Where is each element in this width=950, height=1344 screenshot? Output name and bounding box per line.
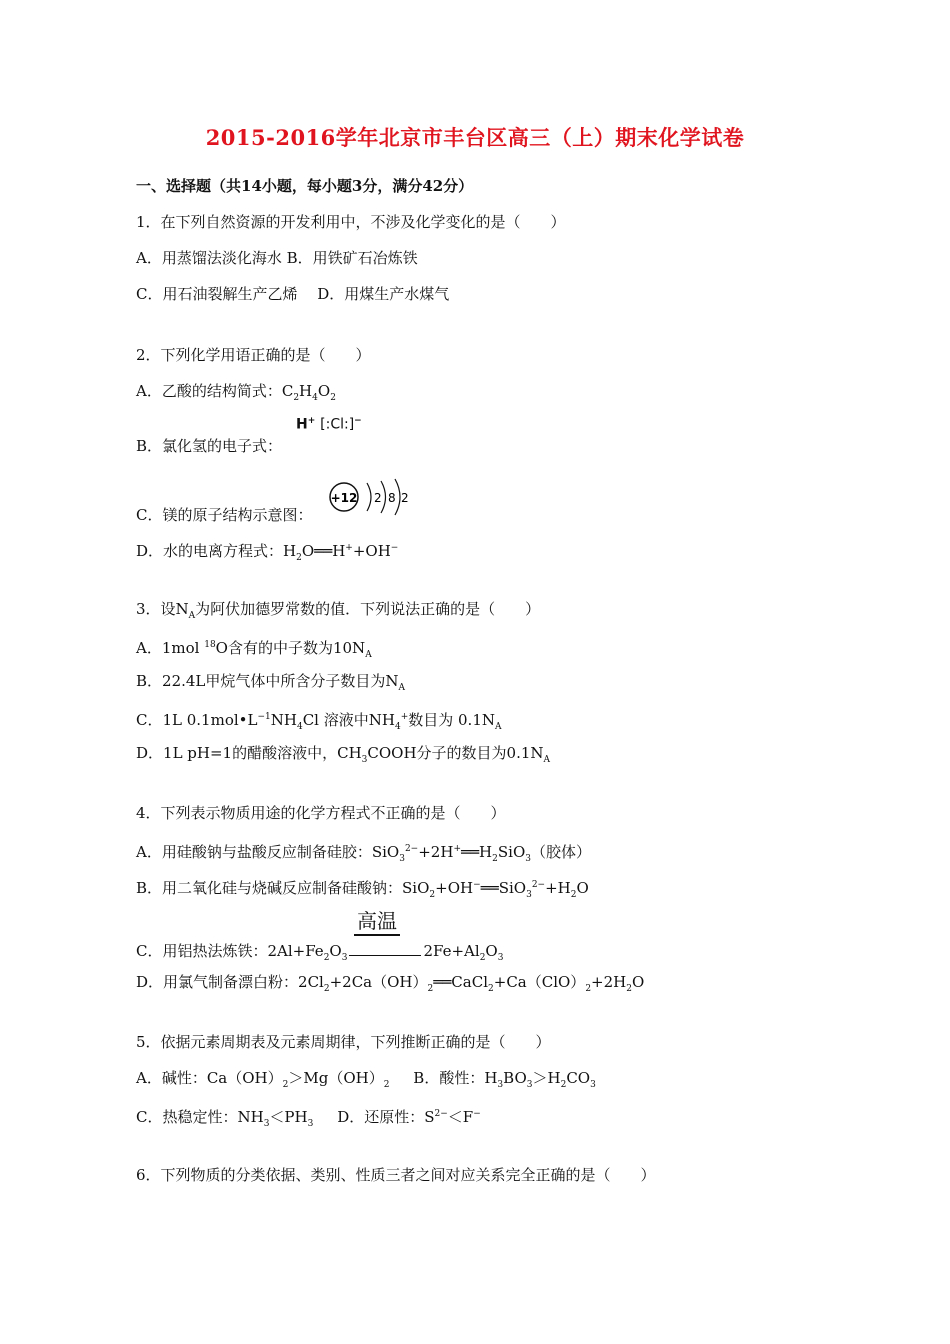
q5-options-ab: A．碱性：$Ca(OH)_2>Mg(OH)_2$ B．酸性：$H_3BO_3>H_2CO_3$	[136, 1069, 596, 1090]
q5-a-text: A．碱性：Ca（OH）	[136, 1069, 283, 1087]
mg-shell-1-count: 2	[374, 491, 382, 505]
q4-option-a: A．用硅酸钠与盐酸反应制备硅胶：$SiO_3^{2-}+2H^+══H_2SiO_3$（胶体）	[136, 843, 591, 864]
q3-c-post: 数目为 0.1N	[408, 711, 495, 729]
q4-option-d: D．用氯气制备漂白粉：$2Cl_2+2Ca(OH)_2══CaCl_2+Ca(ClO)_2+2H_2O$	[136, 973, 645, 994]
hcl-anion: [:Cl:]	[320, 416, 355, 433]
q3-d-post: COOH分子的数目为0.1N	[367, 744, 544, 762]
q6-stem: 6．下列物质的分类依据、类别、性质三者之间对应关系完全正确的是（ ）	[136, 1166, 656, 1184]
mg-shell-3-count: 2	[401, 491, 409, 505]
q4-a-text: A．用硅酸钠与盐酸反应制备硅胶：SiO	[136, 843, 400, 861]
q5-stem: 5．依据元素周期表及元素周期律，下列推断正确的是（ ）	[136, 1033, 551, 1051]
q3-stem-post: 为阿伏加德罗常数的值．下列说法正确的是（ ）	[195, 600, 541, 618]
reaction-arrow-line	[349, 941, 421, 956]
page-title: 2015-2016学年北京市丰台区高三（上）期末化学试卷	[205, 125, 745, 150]
q2-stem: 2．下列化学用语正确的是（ ）	[136, 346, 371, 364]
mg-shell-2-count: 8	[388, 491, 396, 505]
q3-option-d: D．1L pH=1的醋酸溶液中，$CH_3COOH$分子的数目为$0.1N_A$	[136, 744, 551, 765]
q4-option-c: C．用铝热法炼铁：$2Al+Fe_2O_3$ $2Fe+Al_2O_3$	[136, 942, 504, 963]
q2-option-c	[136, 505, 312, 525]
q1-options-cd: C．用石油裂解生产乙烯 D．用煤生产水煤气	[136, 285, 450, 303]
q2-option-b	[136, 436, 282, 456]
mg-nucleus-label: +12	[330, 491, 358, 505]
q4-c-text: C．用铝热法炼铁：2Al+Fe	[136, 942, 324, 960]
q3-stem-pre: 3．设N	[136, 600, 189, 618]
q4-option-b: B．用二氧化硅与烧碱反应制备硅酸钠：$SiO_2+OH^-══SiO_3^{2-}+H_2O$	[136, 879, 589, 900]
q2-option-a: A．乙酸的结构简式：$C_2H_4O_2$	[136, 382, 336, 403]
q3-option-c: C．1L $0.1mol•L^{-1}NH_4Cl$ 溶液中$NH_4^+$数目为 $0.1N_A$	[136, 711, 502, 732]
mg-atom-structure-diagram	[327, 478, 411, 522]
q2-option-d-text: D．水的电离方程式：H	[136, 542, 297, 560]
q4-stem: 4．下列表示物质用途的化学方程式不正确的是（ ）	[136, 804, 506, 822]
q5-b-text: B．酸性：H	[413, 1069, 498, 1087]
q3-a-isotope: 18	[204, 640, 216, 650]
q3-c-mid2: Cl 溶液中NH	[302, 711, 395, 729]
reaction-condition-label: 高温	[354, 905, 400, 936]
q5-d-text: D．还原性：S	[337, 1108, 435, 1126]
q3-option-b: B．22.4L甲烷气体中所含分子数目为$N_A$	[136, 672, 406, 693]
q2-option-b-text: B．氯化氢的电子式：	[136, 437, 283, 455]
q1-stem: 1．在下列自然资源的开发利用中，不涉及化学变化的是（ ）	[136, 213, 566, 231]
hcl-electron-formula: H+ [:Cl:]−	[296, 416, 362, 433]
q1-options-ab: A．用蒸馏法淡化海水 B．用铁矿石冶炼铁	[136, 249, 418, 267]
q3-a-post: O含有的中子数为10N	[215, 639, 366, 657]
q4-d-text: D．用氯气制备漂白粉：2Cl	[136, 973, 324, 991]
q5-options-cd: C．热稳定性：$NH_3<PH_3$ D．还原性：$S^{2-}<F^-$	[136, 1108, 481, 1129]
q3-stem: 3．设$N_A$为阿伏加德罗常数的值．下列说法正确的是（ ）	[136, 600, 541, 621]
q2-option-c-text: C．镁的原子结构示意图：	[136, 506, 313, 524]
section-heading: 一、选择题（共14小题，每小题3分，满分42分）	[136, 177, 474, 195]
q3-b-text: B．22.4L甲烷气体中所含分子数目为N	[136, 672, 399, 690]
q3-d-pre: D．1L pH=1的醋酸溶液中，CH	[136, 744, 362, 762]
q3-option-a: A．1mol $^{18}$O含有的中子数为$10N_A$	[136, 639, 372, 660]
q3-c-mid: NH	[270, 711, 297, 729]
q3-c-pre: C．1L 0.1mol•L	[136, 711, 258, 729]
hcl-cation: H	[296, 416, 308, 433]
q4-b-text: B．用二氧化硅与烧碱反应制备硅酸钠：SiO	[136, 879, 430, 897]
q3-a-pre: A．1mol	[136, 639, 200, 657]
q2-option-d: D．水的电离方程式：$H_2O══H^++OH^-$	[136, 542, 399, 563]
q4-a-post: （胶体）	[530, 843, 591, 861]
q5-c-text: C．热稳定性：NH	[136, 1108, 264, 1126]
q2-option-a-text: A．乙酸的结构简式：C	[136, 382, 294, 400]
